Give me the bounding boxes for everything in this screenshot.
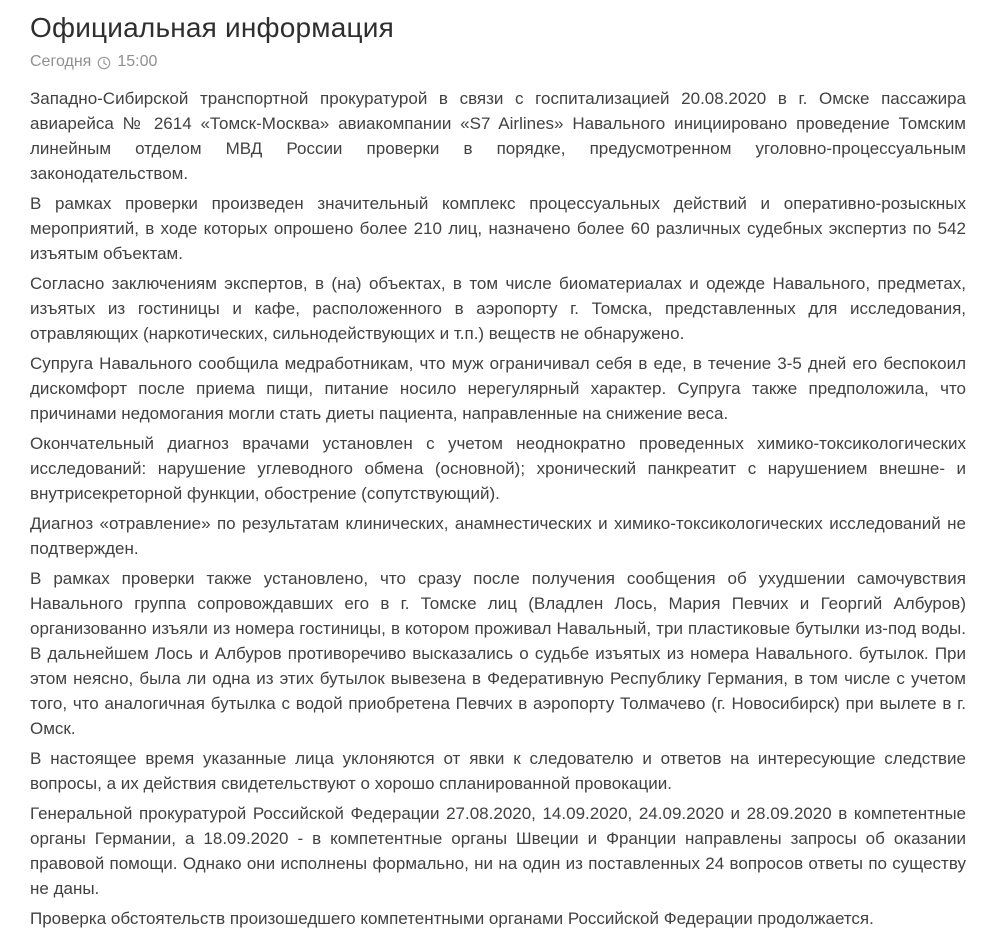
clock-icon	[97, 56, 111, 70]
paragraph: Диагноз «отравление» по результатам клинических, анамнестических и химико-токсикологических исследований не подтвержден.	[30, 514, 966, 558]
date-label: Сегодня	[30, 53, 92, 70]
page-title: Официальная информация	[30, 12, 394, 43]
paragraph: В рамках проверки произведен значительный комплекс процессуальных действий и оперативно-розыскных мероприятий, в ходе которых опрошено более 210 лиц, назначено более 60 различных судебных экспертиз по 542 изъятым объектам.	[30, 194, 966, 263]
paragraph: Супруга Навального сообщила медработникам, что муж ограничивал себя в еде, в течение 3-5 дней его беспокоил дискомфорт после приема пищи, питание носило нерегулярный характер. Супруга также предположила, что причинами недомогания могли стать диеты пациента, направленные на снижение веса.	[30, 354, 966, 423]
paragraph: В настоящее время указанные лица уклоняются от явки к следователю и ответов на интересующие следствие вопросы, а их действия свидетельствуют о хорошо спланированной провокации.	[30, 749, 966, 793]
article-meta	[30, 53, 966, 71]
paragraph: Западно-Сибирской транспортной прокуратурой в связи с госпитализацией 20.08.2020 в г. Омске пассажира авиарейса № 2614 «Томск-Москва» авиакомпании «S7 Airlines» Навального инициировано проведение Томским линейным отделом МВД России проверки в порядке, предусмотренном уголовно-процессуальным законодательством.	[30, 89, 966, 183]
paragraph: Согласно заключениям экспертов, в (на) объектах, в том числе биоматериалах и одежде Навального, предметах, изъятых из гостиницы и кафе, расположенного в аэропорту г. Томска, представленных для исследования, отравляющих (наркотических, сильнодействующих и т.п.) веществ не обнаружено.	[30, 274, 966, 343]
article-body	[30, 86, 966, 931]
paragraph: Окончательный диагноз врачами установлен с учетом неоднократно проведенных химико-токсикологических исследований: нарушение углеводного обмена (основной); хронический панкреатит с нарушением внешне- и внутрисекреторной функции, обострение (сопутствующий).	[30, 434, 966, 503]
time-label: 15:00	[117, 53, 158, 70]
paragraph: Генеральной прокуратурой Российской Федерации 27.08.2020, 14.09.2020, 24.09.2020 и 28.09.2020 в компетентные органы Германии, а 18.09.2020 - в компетентные органы Швеции и Франции направлены запросы об оказании правовой помощи. Однако они исполнены формально, ни на один из поставленных 24 вопросов ответы по существу не даны.	[30, 804, 966, 898]
paragraph: В рамках проверки также установлено, что сразу после получения сообщения об ухудшении самочувствия Навального группа сопровождавших его в г. Томске лиц (Владлен Лось, Мария Певчих и Георгий Албуров) организованно изъяли из номера гостиницы, в котором проживал Навальный, три пластиковые бутылки из-под воды. В дальнейшем Лось и Албуров противоречиво высказались о судьбе изъятых из номера Навального. бутылок. При этом неясно, была ли одна из этих бутылок вывезена в Федеративную Республику Германия, в том числе с учетом того, что аналогичная бутылка с водой приобретена Певчих в аэропорту Толмачево (г. Новосибирск) при вылете в г. Омск.	[30, 569, 966, 738]
paragraph: Проверка обстоятельств произошедшего компетентными органами Российской Федерации продолжается.	[30, 909, 874, 928]
